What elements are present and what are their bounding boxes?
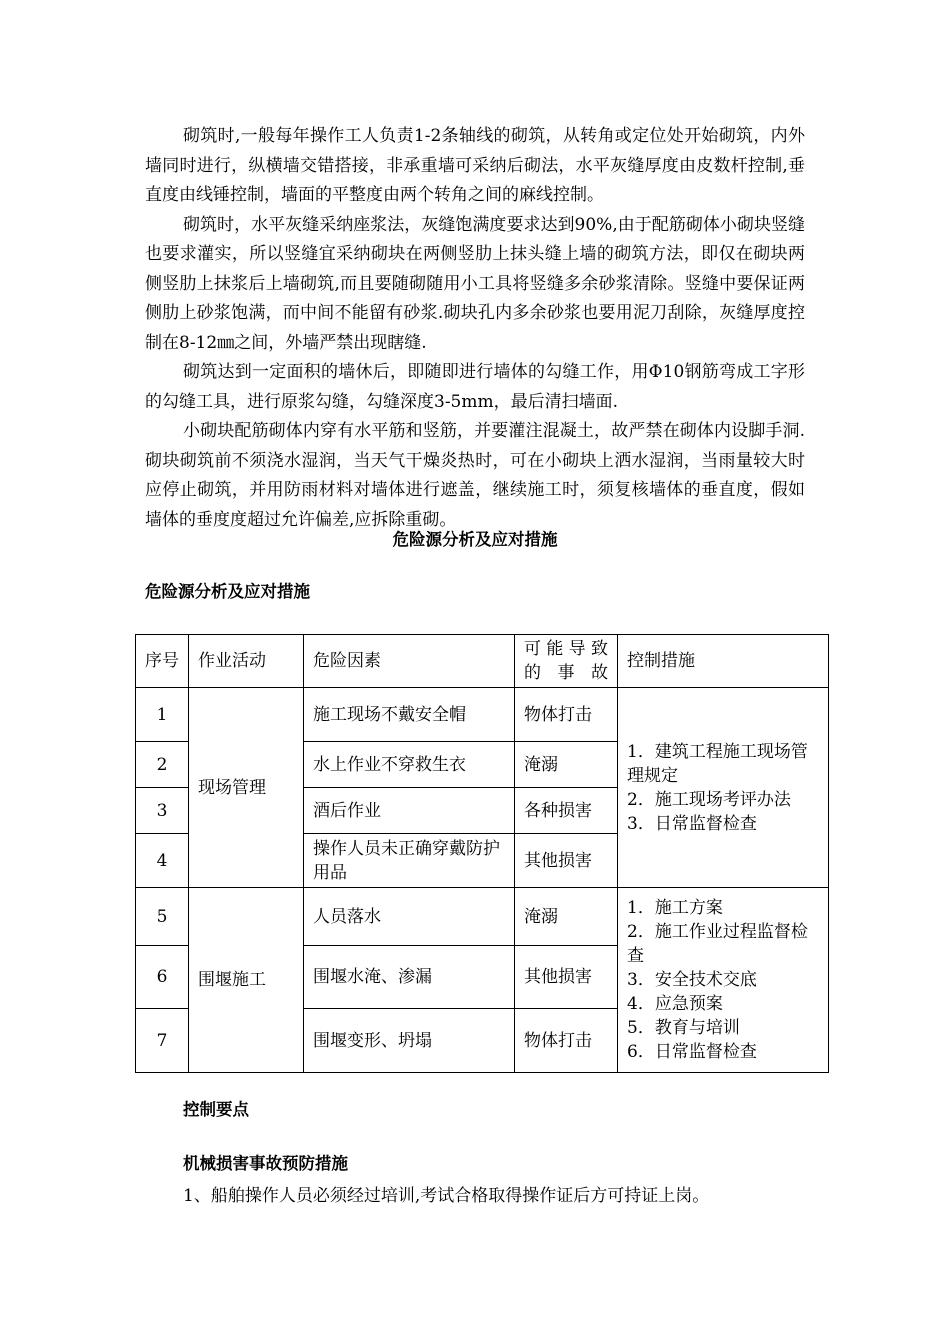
cell-accident: 物体打击	[515, 688, 618, 742]
cell-no: 5	[136, 888, 189, 946]
cell-no: 4	[136, 834, 189, 888]
header-hazard: 危险因素	[304, 635, 515, 688]
paragraph-3: 砌筑达到一定面积的墙休后，即随即进行墙体的勾缝工作，用Φ10钢筋弯成工字形的勾缝工具，进行原浆勾缝，勾缝深度3-5mm，最后清扫墙面.	[145, 362, 805, 412]
table-row	[136, 888, 829, 946]
paragraph-1: 砌筑时,一般每年操作工人负责1-2条轴线的砌筑，从转角或定位处开始砌筑，内外墙同时进行，纵横墙交错搭接，非承重墙可采纳后砌法，水平灰缝厚度由皮数杆控制,垂直度由线锤控制，墙面的平整度由两个转角之间的麻线控制。	[145, 126, 805, 205]
table-row	[136, 688, 829, 742]
body-text	[145, 122, 805, 535]
cell-hazard: 水上作业不穿救生衣	[304, 742, 515, 788]
cell-accident: 淹溺	[515, 888, 618, 946]
cell-no: 6	[136, 946, 189, 1009]
section-title-center: 危险源分析及应对措施	[392, 530, 558, 549]
header-no: 序号	[136, 635, 189, 688]
cell-measures: 1．建筑工程施工现场管理规定 2．施工现场考评办法 3．日常监督检查	[618, 688, 829, 888]
header-accident: 可能导致的事故	[515, 635, 618, 688]
mechanical-measure-item-1: 1、船舶操作人员必须经过培训,考试合格取得操作证后方可持证上岗。	[183, 1186, 710, 1206]
table-header-row	[136, 635, 829, 688]
cell-no: 7	[136, 1009, 189, 1073]
cell-no: 2	[136, 742, 189, 788]
section-title-left: 危险源分析及应对措施	[145, 582, 310, 601]
cell-accident: 淹溺	[515, 742, 618, 788]
mechanical-injury-heading: 机械损害事故预防措施	[183, 1154, 348, 1173]
cell-accident: 其他损害	[515, 946, 618, 1009]
header-activity: 作业活动	[189, 635, 304, 688]
cell-accident: 物体打击	[515, 1009, 618, 1073]
cell-no: 3	[136, 788, 189, 834]
hazard-table	[135, 634, 829, 1073]
control-points-heading: 控制要点	[183, 1100, 249, 1119]
cell-no: 1	[136, 688, 189, 742]
paragraph-2: 砌筑时，水平灰缝采纳座浆法，灰缝饱满度要求达到90%,由于配筋砌体小砌块竖缝也要求灌实，所以竖缝宜采纳砌块在两侧竖肋上抹头缝上墙的砌筑方法，即仅在砌块两侧竖肋上抹浆后上墙砌筑,而且要随砌随用小工具将竖缝多余砂浆清除。竖缝中要保证两侧肋上砂浆饱满，而中间不能留有砂浆.砌块孔内多余砂浆也要用泥刀刮除，灰缝厚度控制在8-12㎜之间，外墙严禁出现瞎缝.	[145, 214, 805, 353]
cell-accident: 各种损害	[515, 788, 618, 834]
cell-hazard: 酒后作业	[304, 788, 515, 834]
cell-hazard: 围堰水淹、渗漏	[304, 946, 515, 1009]
cell-hazard: 围堰变形、坍塌	[304, 1009, 515, 1073]
paragraph-4: 小砌块配筋砌体内穿有水平筋和竖筋，并要灌注混凝土，故严禁在砌体内设脚手洞.砌块砌筑前不须浇水湿润，当天气干燥炎热时，可在小砌块上洒水湿润，当雨量较大时应停止砌筑，并用防雨材料对墙体进行遮盖，继续施工时，须复核墙体的垂直度，假如墙体的垂度度超过允许偏差,应拆除重砌。	[145, 421, 805, 530]
cell-activity: 现场管理	[189, 688, 304, 888]
cell-hazard: 人员落水	[304, 888, 515, 946]
cell-measures: 1．施工方案 2．施工作业过程监督检查 3．安全技术交底 4．应急预案 5．教育与培训 6．日常监督检查	[618, 888, 829, 1073]
cell-activity: 围堰施工	[189, 888, 304, 1073]
header-measures: 控制措施	[618, 635, 829, 688]
cell-accident: 其他损害	[515, 834, 618, 888]
cell-hazard: 操作人员未正确穿戴防护用品	[304, 834, 515, 888]
cell-hazard: 施工现场不戴安全帽	[304, 688, 515, 742]
